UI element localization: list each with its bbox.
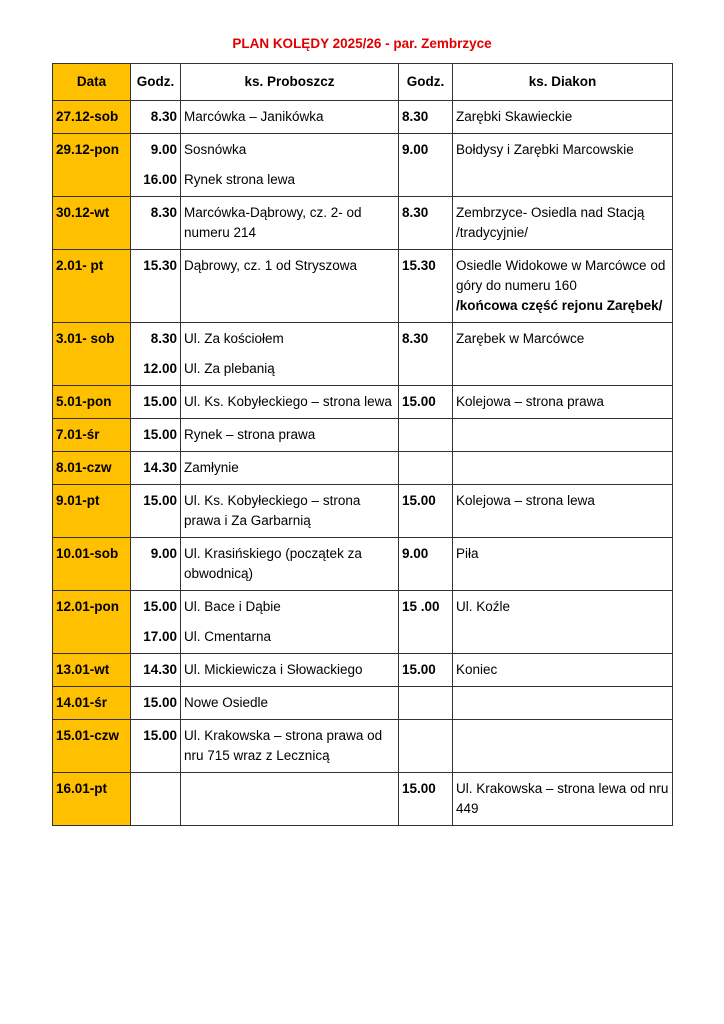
table-row <box>53 134 673 197</box>
proboszcz-place-cell <box>181 485 399 538</box>
proboszcz-place: Zamłynie <box>184 460 239 475</box>
header-row <box>53 64 673 101</box>
diakon-time: 9.00 <box>402 546 429 561</box>
diakon-time-cell <box>399 386 453 419</box>
diakon-place: Ul. Koźle <box>456 599 511 614</box>
date-text: 5.01-pon <box>56 394 112 409</box>
date-cell <box>53 687 131 720</box>
proboszcz-place: Ul. Krasińskiego (początek za obwodnicą) <box>184 546 362 581</box>
diakon-place: Zembrzyce- Osiedla nad Stacją /tradycyjnie/ <box>456 205 645 240</box>
diakon-time: 8.30 <box>402 109 429 124</box>
proboszcz-place-cell <box>181 197 399 250</box>
proboszcz-time: 15.00 <box>143 728 177 743</box>
date-text: 30.12-wt <box>56 205 110 220</box>
table-row <box>53 386 673 419</box>
diakon-place-cell <box>453 386 673 419</box>
date-cell <box>53 773 131 826</box>
proboszcz-place: Ul. Za plebanią <box>184 361 275 376</box>
proboszcz-place: Ul. Bace i Dąbie <box>184 599 281 614</box>
proboszcz-place: Ul. Mickiewicza i Słowackiego <box>184 662 363 677</box>
header-godz-diakon: Godz. <box>399 64 453 101</box>
proboszcz-place: Marcówka-Dąbrowy, cz. 2- od numeru 214 <box>184 205 362 240</box>
diakon-place-cell <box>453 687 673 720</box>
diakon-place-cell <box>453 101 673 134</box>
diakon-time: 15.00 <box>402 493 436 508</box>
date-text: 2.01- pt <box>56 258 104 273</box>
diakon-place: Bołdysy i Zarębki Marcowskie <box>456 142 634 157</box>
proboszcz-place-cell <box>181 386 399 419</box>
table-row <box>53 250 673 323</box>
date-cell <box>53 654 131 687</box>
diakon-time-cell <box>399 250 453 323</box>
schedule-table <box>52 63 673 826</box>
diakon-time: 15.00 <box>402 781 436 796</box>
proboszcz-place: Rynek – strona prawa <box>184 427 316 442</box>
date-cell <box>53 485 131 538</box>
proboszcz-time: 15.00 <box>143 427 177 442</box>
proboszcz-time: 17.00 <box>143 629 177 644</box>
header-diakon: ks. Diakon <box>453 64 673 101</box>
diakon-time-cell <box>399 134 453 197</box>
date-cell <box>53 101 131 134</box>
document-title: PLAN KOLĘDY 2025/26 - par. Zembrzyce <box>232 36 492 51</box>
proboszcz-time: 15.30 <box>143 258 177 273</box>
diakon-place-cell <box>453 419 673 452</box>
proboszcz-place-cell <box>181 773 399 826</box>
table-row <box>53 419 673 452</box>
diakon-place-cell <box>453 250 673 323</box>
date-cell <box>53 197 131 250</box>
diakon-time-cell <box>399 720 453 773</box>
diakon-time-cell <box>399 197 453 250</box>
diakon-place-note: /końcowa część rejonu Zarębek/ <box>456 298 663 313</box>
proboszcz-time: 8.30 <box>150 331 177 346</box>
date-cell <box>53 720 131 773</box>
proboszcz-time: 14.30 <box>143 460 177 475</box>
table-row <box>53 654 673 687</box>
diakon-time: 8.30 <box>402 331 429 346</box>
date-text: 15.01-czw <box>56 728 120 743</box>
proboszcz-time: 16.00 <box>143 172 177 187</box>
diakon-time: 9.00 <box>402 142 429 157</box>
date-text: 9.01-pt <box>56 493 100 508</box>
proboszcz-time: 15.00 <box>143 599 177 614</box>
diakon-time: 8.30 <box>402 205 429 220</box>
proboszcz-time: 15.00 <box>143 394 177 409</box>
proboszcz-place: Ul. Krakowska – strona prawa od nru 715 wraz z Lecznicą <box>184 728 383 763</box>
date-cell <box>53 591 131 654</box>
proboszcz-place: Marcówka – Janikówka <box>184 109 324 124</box>
diakon-place: Koniec <box>456 662 498 677</box>
proboszcz-time-cell <box>131 134 181 197</box>
proboszcz-time-cell <box>131 773 181 826</box>
header-data: Data <box>53 64 131 101</box>
date-cell <box>53 419 131 452</box>
proboszcz-place-cell <box>181 101 399 134</box>
proboszcz-place: Ul. Za kościołem <box>184 331 284 346</box>
table-row <box>53 773 673 826</box>
proboszcz-time: 12.00 <box>143 361 177 376</box>
table-row <box>53 687 673 720</box>
diakon-place-cell <box>453 591 673 654</box>
diakon-place-cell <box>453 773 673 826</box>
proboszcz-time: 9.00 <box>150 546 177 561</box>
date-cell <box>53 323 131 386</box>
diakon-place: Osiedle Widokowe w Marcówce od góry do numeru 160 <box>456 258 666 293</box>
diakon-time-cell <box>399 485 453 538</box>
proboszcz-place-cell <box>181 134 399 197</box>
diakon-time-cell <box>399 538 453 591</box>
diakon-time-cell <box>399 101 453 134</box>
header-proboszcz: ks. Proboszcz <box>181 64 399 101</box>
proboszcz-time: 9.00 <box>150 142 177 157</box>
diakon-time-cell <box>399 687 453 720</box>
diakon-time-cell <box>399 419 453 452</box>
proboszcz-place-cell <box>181 720 399 773</box>
diakon-place: Piła <box>456 546 479 561</box>
table-row <box>53 323 673 386</box>
proboszcz-place: Sosnówka <box>184 142 247 157</box>
proboszcz-time-cell <box>131 485 181 538</box>
diakon-place-cell <box>453 197 673 250</box>
diakon-time-cell <box>399 654 453 687</box>
date-text: 3.01- sob <box>56 331 115 346</box>
date-cell <box>53 452 131 485</box>
diakon-place-cell <box>453 485 673 538</box>
proboszcz-time: 8.30 <box>150 109 177 124</box>
diakon-time: 15.30 <box>402 258 436 273</box>
proboszcz-time-cell <box>131 323 181 386</box>
date-text: 27.12-sob <box>56 109 119 124</box>
date-text: 7.01-śr <box>56 427 100 442</box>
date-text: 13.01-wt <box>56 662 110 677</box>
proboszcz-place: Ul. Ks. Kobyłeckiego – strona lewa <box>184 394 392 409</box>
header-godz-proboszcz: Godz. <box>131 64 181 101</box>
proboszcz-time-cell <box>131 419 181 452</box>
proboszcz-place-cell <box>181 323 399 386</box>
table-row <box>53 197 673 250</box>
proboszcz-place-cell <box>181 538 399 591</box>
proboszcz-time: 8.30 <box>150 205 177 220</box>
proboszcz-time: 14.30 <box>143 662 177 677</box>
diakon-time-cell <box>399 591 453 654</box>
table-row <box>53 452 673 485</box>
proboszcz-time-cell <box>131 687 181 720</box>
date-text: 8.01-czw <box>56 460 112 475</box>
diakon-place-cell <box>453 452 673 485</box>
diakon-place-cell <box>453 323 673 386</box>
date-text: 14.01-śr <box>56 695 108 710</box>
table-row <box>53 101 673 134</box>
proboszcz-place: Rynek strona lewa <box>184 172 296 187</box>
diakon-time-cell <box>399 323 453 386</box>
proboszcz-time-cell <box>131 101 181 134</box>
date-cell <box>53 386 131 419</box>
date-text: 16.01-pt <box>56 781 108 796</box>
proboszcz-place: Nowe Osiedle <box>184 695 269 710</box>
date-cell <box>53 250 131 323</box>
diakon-time-cell <box>399 773 453 826</box>
date-cell <box>53 538 131 591</box>
proboszcz-time-cell <box>131 197 181 250</box>
date-text: 10.01-sob <box>56 546 119 561</box>
diakon-time: 15.00 <box>402 662 436 677</box>
diakon-place: Zarębki Skawieckie <box>456 109 573 124</box>
proboszcz-time-cell <box>131 386 181 419</box>
proboszcz-time: 15.00 <box>143 493 177 508</box>
proboszcz-place-cell <box>181 591 399 654</box>
diakon-place: Kolejowa – strona prawa <box>456 394 604 409</box>
diakon-place-cell <box>453 538 673 591</box>
diakon-place-cell <box>453 654 673 687</box>
proboszcz-place: Dąbrowy, cz. 1 od Stryszowa <box>184 258 358 273</box>
diakon-place-cell <box>453 720 673 773</box>
proboszcz-place-cell <box>181 654 399 687</box>
table-row <box>53 485 673 538</box>
proboszcz-place-cell <box>181 452 399 485</box>
diakon-time: 15 .00 <box>402 599 440 614</box>
proboszcz-time: 15.00 <box>143 695 177 710</box>
diakon-place: Ul. Krakowska – strona lewa od nru 449 <box>456 781 669 816</box>
diakon-time: 15.00 <box>402 394 436 409</box>
proboszcz-time-cell <box>131 654 181 687</box>
proboszcz-place-cell <box>181 687 399 720</box>
table-row <box>53 591 673 654</box>
proboszcz-time-cell <box>131 720 181 773</box>
diakon-place: Zarębek w Marcówce <box>456 331 585 346</box>
table-row <box>53 720 673 773</box>
diakon-place-cell <box>453 134 673 197</box>
diakon-place: Kolejowa – strona lewa <box>456 493 595 508</box>
proboszcz-place-cell <box>181 419 399 452</box>
date-text: 29.12-pon <box>56 142 120 157</box>
proboszcz-place: Ul. Ks. Kobyłeckiego – strona prawa i Za Garbarnią <box>184 493 361 528</box>
table-row <box>53 538 673 591</box>
date-text: 12.01-pon <box>56 599 120 614</box>
proboszcz-time-cell <box>131 250 181 323</box>
proboszcz-time-cell <box>131 591 181 654</box>
proboszcz-place-cell <box>181 250 399 323</box>
date-cell <box>53 134 131 197</box>
diakon-time-cell <box>399 452 453 485</box>
proboszcz-place: Ul. Cmentarna <box>184 629 272 644</box>
proboszcz-time-cell <box>131 452 181 485</box>
proboszcz-time-cell <box>131 538 181 591</box>
